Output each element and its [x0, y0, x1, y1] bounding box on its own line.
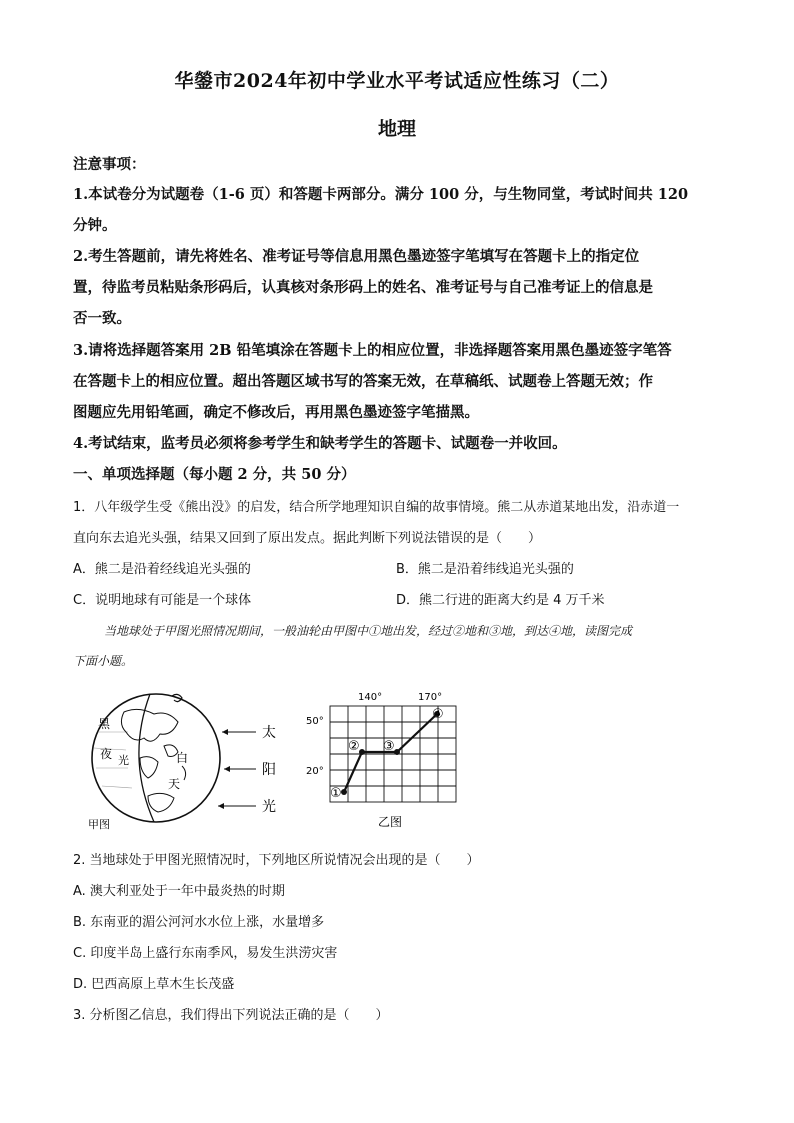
question-2-option-a: A. 澳大利亚处于一年中最炎热的时期: [73, 884, 285, 899]
sun-label: 阳: [262, 762, 276, 778]
page-title: 华鎣市2024年初中学业水平考试适应性练习（二）: [174, 70, 620, 92]
figure-yi: [300, 688, 470, 833]
question-3-stem: 3. 分析图乙信息，我们得出下列说法正确的是（ ）: [73, 1008, 389, 1023]
section-heading: 一、单项选择题（每小题 2 分，共 50 分）: [73, 466, 356, 483]
label-night-extra: 光: [118, 754, 129, 767]
notice-line: 3.请将选择题答案用 2B 铅笔填涂在答题卡上的相应位置，非选择题答案用黑色墨迹签字笔答: [73, 342, 672, 359]
notice-line: 置，待监考员粘贴条形码后，认真核对条形码上的姓名、准考证号与自己准考证上的信息是: [73, 279, 653, 296]
question-1-option-c: C．说明地球有可能是一个球体: [73, 593, 252, 608]
subject-title: 地理: [377, 118, 416, 140]
notice-line: 图题应先用铅笔画，确定不修改后，再用黑色墨迹签字笔描黑。: [73, 404, 479, 421]
notice-line: 分钟。: [73, 217, 117, 234]
notice-line: 否一致。: [73, 310, 131, 327]
question-1-option-b: B．熊二是沿着纬线追光头强的: [396, 562, 574, 577]
label-black: 黑: [98, 717, 111, 731]
material-intro: 当地球处于甲图光照情况期间，一般油轮由甲图中①地出发，经过②地和③地，到达④地，读图完成: [104, 624, 633, 638]
question-2-option-b: B. 东南亚的湄公河河水水位上涨，水量增多: [73, 915, 325, 930]
notice-line: 在答题卡上的相应位置。超出答题区域书写的答案无效，在草稿纸、试题卷上答题无效；作: [73, 373, 653, 390]
label-white: 白: [176, 751, 189, 765]
notice-heading: 注意事项：: [73, 156, 146, 173]
point-1: ①: [330, 786, 342, 801]
figure-jia-caption: 甲图: [88, 818, 110, 831]
figure-jia: [78, 688, 288, 833]
question-1-stem: 1．八年级学生受《熊出没》的启发，结合所学地理知识自编的故事情境。熊二从赤道某地出发，沿赤道一: [73, 500, 680, 515]
lon-140-label: 140°: [358, 692, 383, 703]
material-intro: 下面小题。: [73, 654, 134, 668]
question-2-option-d: D. 巴西高原上草木生长茂盛: [73, 977, 235, 992]
sun-label: 太: [262, 725, 276, 741]
label-day: 天: [168, 777, 181, 791]
lon-170-label: 170°: [418, 692, 443, 703]
lat-50-label: 50°: [306, 716, 324, 727]
notice-line: 4.考试结束，监考员必须将参考学生和缺考学生的答题卡、试题卷一并收回。: [73, 435, 567, 452]
question-1-stem: 直向东去追光头强，结果又回到了原出发点。据此判断下列说法错误的是（ ）: [73, 531, 542, 546]
point-3: ③: [383, 739, 395, 754]
label-night: 夜: [100, 747, 113, 761]
figure-yi-caption: 乙图: [378, 815, 403, 829]
lat-20-label: 20°: [306, 766, 324, 777]
question-2-stem: 2. 当地球处于甲图光照情况时，下列地区所说情况会出现的是（ ）: [73, 853, 480, 868]
point-4: ④: [432, 707, 444, 722]
question-1-option-a: A．熊二是沿着经线追光头强的: [73, 562, 251, 577]
point-2: ②: [348, 739, 360, 754]
question-2-option-c: C. 印度半岛上盛行东南季风，易发生洪涝灾害: [73, 946, 338, 961]
notice-line: 2.考生答题前，请先将姓名、准考证号等信息用黑色墨迹签字笔填写在答题卡上的指定位: [73, 248, 640, 265]
question-1-option-d: D．熊二行进的距离大约是 4 万千米: [396, 593, 605, 608]
sun-label: 光: [262, 799, 276, 815]
notice-line: 1.本试卷分为试题卷（1-6 页）和答题卡两部分。满分 100 分，与生物同堂，考试时间共 120: [73, 186, 689, 203]
